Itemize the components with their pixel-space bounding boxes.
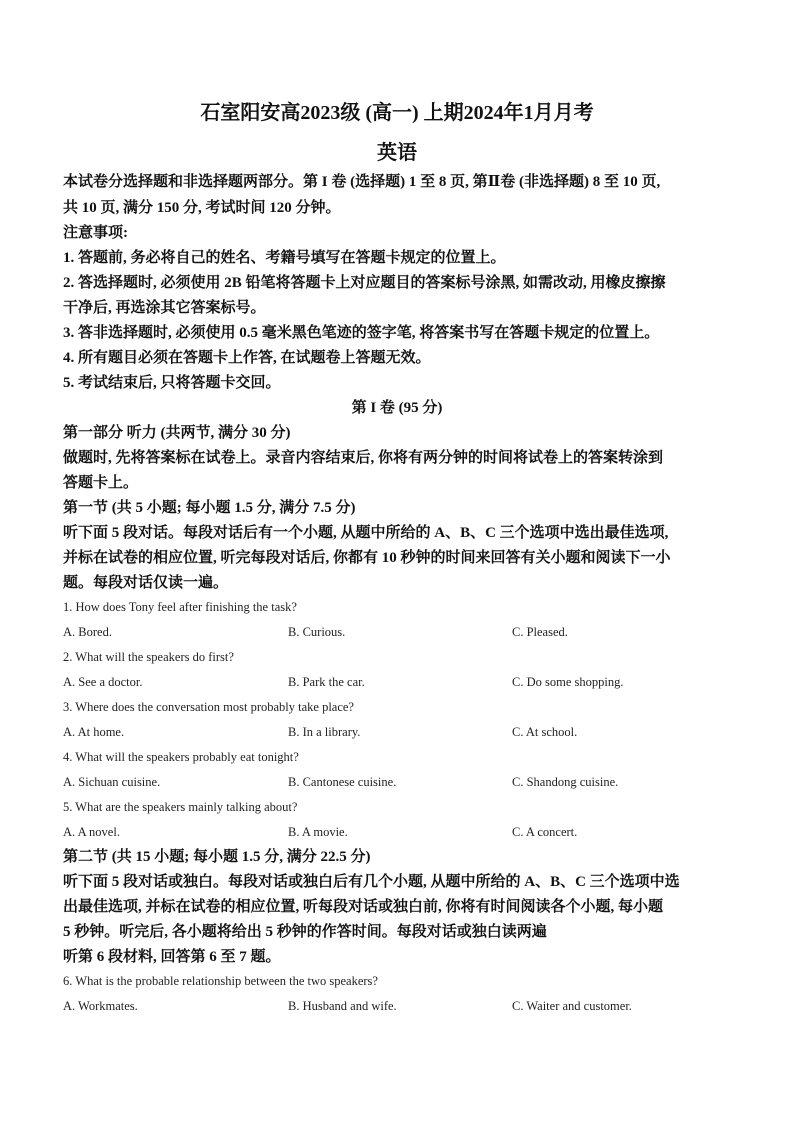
question-6-option-b: B. Husband and wife. (288, 999, 397, 1013)
question-1-option-b: B. Curious. (288, 625, 346, 639)
question-6-option-a: A. Workmates. (63, 999, 138, 1013)
question-4: 4. What will the speakers probably eat tonight? (63, 750, 299, 764)
notes-item-5: 5. 考试结束后, 只将答题卡交回。 (63, 375, 281, 391)
question-6: 6. What is the probable relationship between the two speakers? (63, 974, 378, 988)
volume-1-heading: 第 I 卷 (95 分) (351, 400, 443, 416)
section-2-desc-1: 听下面 5 段对话或独白。每段对话或独白后有几个小题, 从题中所给的 A、B、C 三个选项中选 (63, 874, 680, 890)
question-4-option-b: B. Cantonese cuisine. (288, 775, 397, 789)
section-1-desc-1: 听下面 5 段对话。每段对话后有一个小题, 从题中所给的 A、B、C 三个选项中选出最佳选项, (63, 525, 669, 541)
question-5-option-b: B. A movie. (288, 825, 348, 839)
exam-subject: 英语 (377, 142, 417, 164)
section-2-desc-2: 出最佳选项, 并标在试卷的相应位置, 听每段对话或独白前, 你将有时间阅读各个小题, 每小题 (63, 899, 664, 915)
question-5-option-c: C. A concert. (512, 825, 578, 839)
section-2-desc-3: 5 秒钟。听完后, 各小题将给出 5 秒钟的作答时间。每段对话或独白读两遍 (63, 924, 547, 940)
notes-item-2a: 2. 答选择题时, 必须使用 2B 铅笔将答题卡上对应题目的答案标号涂黑, 如需改动, 用橡皮擦擦 (63, 275, 666, 291)
notes-item-3: 3. 答非选择题时, 必须使用 0.5 毫米黑色笔迹的签字笔, 将答案书写在答题卡规定的位置上。 (63, 325, 660, 341)
section-1-heading: 第一节 (共 5 小题; 每小题 1.5 分, 满分 7.5 分) (63, 500, 356, 516)
part-1-desc-2: 答题卡上。 (63, 475, 139, 491)
notes-item-1: 1. 答题前, 务必将自己的姓名、考籍号填写在答题卡规定的位置上。 (63, 250, 506, 266)
question-5: 5. What are the speakers mainly talking about? (63, 800, 298, 814)
question-2-option-c: C. Do some shopping. (512, 675, 624, 689)
question-5-option-a: A. A novel. (63, 825, 120, 839)
question-4-option-c: C. Shandong cuisine. (512, 775, 619, 789)
section-1-desc-2: 并标在试卷的相应位置, 听完每段对话后, 你都有 10 秒钟的时间来回答有关小题和阅读下一小 (63, 550, 671, 566)
exam-title: 石室阳安高2023级 (高一) 上期2024年1月月考 (200, 102, 594, 124)
question-3-option-b: B. In a library. (288, 725, 361, 739)
question-3-option-c: C. At school. (512, 725, 578, 739)
question-1: 1. How does Tony feel after finishing the task? (63, 600, 297, 614)
question-4-option-a: A. Sichuan cuisine. (63, 775, 161, 789)
section-1-desc-3: 题。每段对话仅读一遍。 (63, 575, 229, 591)
notes-item-4: 4. 所有题目必须在答题卡上作答, 在试题卷上答题无效。 (63, 350, 431, 366)
question-1-option-a: A. Bored. (63, 625, 112, 639)
question-2-option-b: B. Park the car. (288, 675, 365, 689)
material-6-instruction: 听第 6 段材料, 回答第 6 至 7 题。 (63, 949, 281, 965)
question-2: 2. What will the speakers do first? (63, 650, 234, 664)
notes-heading: 注意事项: (63, 225, 128, 241)
question-1-option-c: C. Pleased. (512, 625, 568, 639)
part-1-desc-1: 做题时, 先将答案标在试卷上。录音内容结束后, 你将有两分钟的时间将试卷上的答案转涂到 (63, 450, 664, 466)
intro-line-2: 共 10 页, 满分 150 分, 考试时间 120 分钟。 (63, 200, 341, 216)
question-6-option-c: C. Waiter and customer. (512, 999, 632, 1013)
question-3-option-a: A. At home. (63, 725, 125, 739)
part-1-heading: 第一部分 听力 (共两节, 满分 30 分) (63, 425, 291, 441)
notes-item-2b: 干净后, 再选涂其它答案标号。 (63, 300, 266, 316)
question-2-option-a: A. See a doctor. (63, 675, 143, 689)
question-3: 3. Where does the conversation most probably take place? (63, 700, 354, 714)
section-2-heading: 第二节 (共 15 小题; 每小题 1.5 分, 满分 22.5 分) (63, 849, 371, 865)
intro-line-1: 本试卷分选择题和非选择题两部分。第 I 卷 (选择题) 1 至 8 页, 第Ⅱ卷 (非选择题) 8 至 10 页, (63, 174, 661, 190)
